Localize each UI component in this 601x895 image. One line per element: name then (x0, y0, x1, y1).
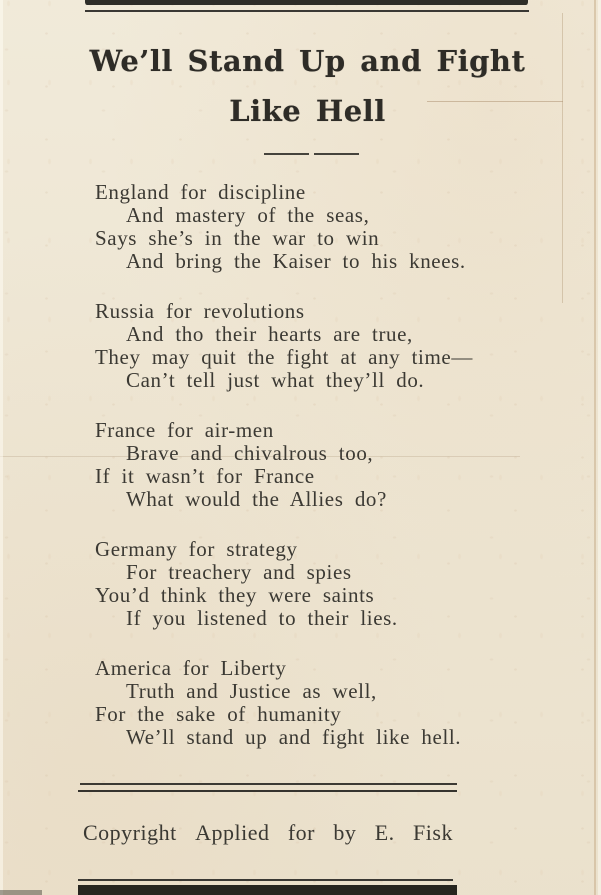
footer-rule-upper (80, 783, 457, 785)
poem-line: Truth and Justice as well, (126, 679, 377, 703)
footer-rule-lower (78, 790, 457, 792)
poem-line: They may quit the fight at any time— (95, 345, 473, 369)
top-rule-thick (85, 0, 528, 5)
bottom-rule-thin (78, 879, 453, 881)
page-title-line-2: Like Hell (229, 94, 386, 128)
poem-line: Germany for strategy (95, 537, 298, 561)
poem-stanza (95, 419, 565, 511)
poem-line: If you listened to their lies. (126, 606, 398, 630)
poem-line: For treachery and spies (126, 560, 352, 584)
copyright-word: Fisk (413, 820, 453, 845)
page-title (30, 36, 585, 136)
poem-body (95, 181, 565, 776)
copyright-word: for (287, 820, 315, 845)
bottom-rule-thick (78, 885, 457, 895)
divider-dash-left (264, 153, 309, 155)
poem-line: Russia for revolutions (95, 299, 305, 323)
poem-line: Says she’s in the war to win (95, 226, 380, 250)
poem-line: You’d think they were saints (95, 583, 375, 607)
poem-line: Brave and chivalrous too, (126, 441, 374, 465)
copyright-word: Applied (195, 820, 270, 845)
poem-line: And tho their hearts are true, (126, 322, 413, 346)
poem-line: We’ll stand up and fight like hell. (126, 725, 462, 749)
divider-dash-right (314, 153, 359, 155)
poem-line: For the sake of humanity (95, 702, 342, 726)
poem-stanza (95, 300, 565, 392)
title-divider (264, 153, 359, 155)
poem-line: France for air-men (95, 418, 274, 442)
poem-stanza (95, 657, 565, 749)
copyright-line (83, 820, 453, 846)
paper-right-edge-line (594, 0, 596, 895)
paper-left-edge-highlight (0, 0, 3, 895)
poem-line: And mastery of the seas, (126, 203, 370, 227)
poem-line: England for discipline (95, 180, 306, 204)
bottom-left-ink-smudge (0, 890, 42, 895)
poem-line: If it wasn’t for France (95, 464, 315, 488)
poem-line: What would the Allies do? (126, 487, 387, 511)
poem-line: Can’t tell just what they’ll do. (126, 368, 425, 392)
page-title-line-1: We’ll Stand Up and Fight (89, 44, 526, 78)
copyright-word: E. (374, 820, 395, 845)
copyright-word: by (333, 820, 357, 845)
copyright-word: Copyright (83, 820, 177, 845)
poem-line: America for Liberty (95, 656, 287, 680)
top-rule-thin (85, 10, 529, 12)
poem-line: And bring the Kaiser to his knees. (126, 249, 466, 273)
poem-stanza (95, 538, 565, 630)
poem-stanza (95, 181, 565, 273)
